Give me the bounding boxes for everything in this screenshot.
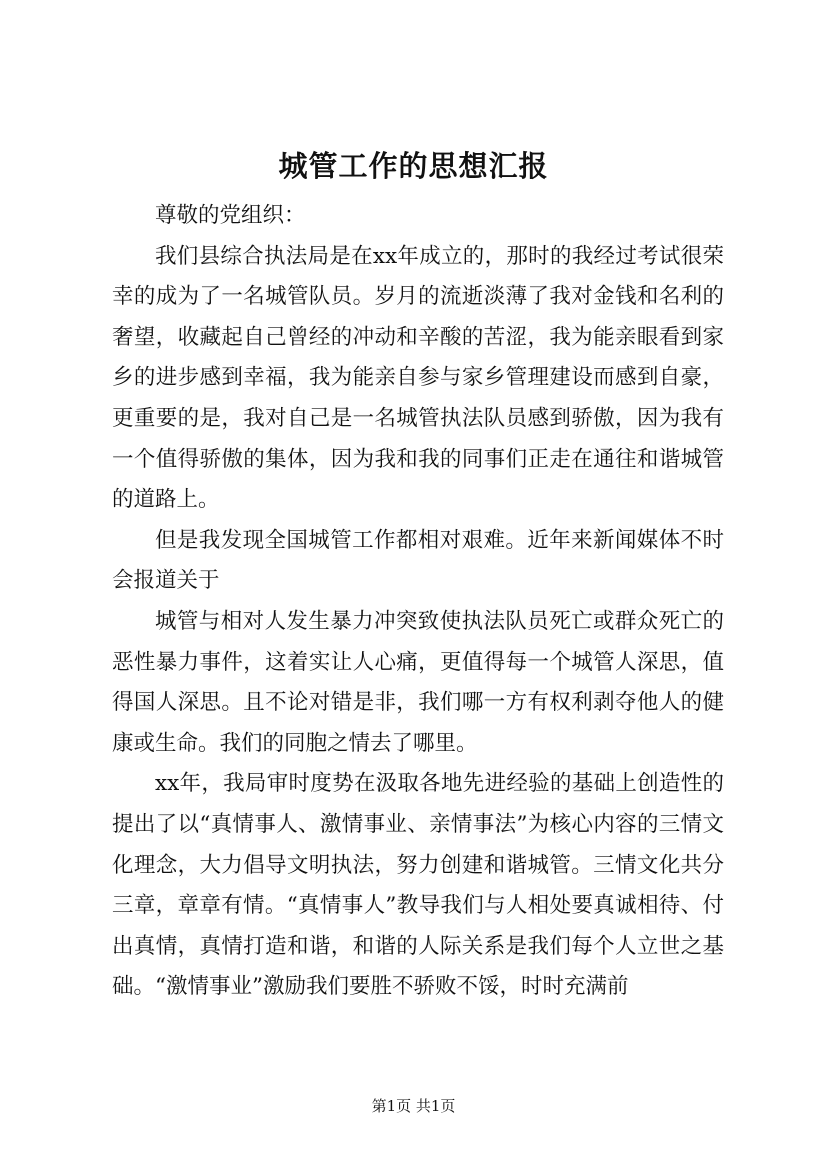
document-body [112,196,724,1008]
document-title: 城管工作的思想汇报 [278,149,549,183]
paragraph-1: 我们县综合执法局是在xx年成立的，那时的我经过考试很荣幸的成为了一名城管队员。岁月的流逝淡薄了我对金钱和名利的奢望，收藏起自己曾经的冲动和辛酸的苦涩，我为能亲眼看到家乡的进步感到幸福，我为能亲自参与家乡管理建设而感到自豪，更重要的是，我对自己是一名城管执法队员感到骄傲，因为我有一个值得骄傲的集体，因为我和我的同事们正走在通往和谐城管的道路上。 [112,243,724,513]
page-number-footer: 第1页 共1页 [371,1097,456,1115]
paragraph-4: xx年，我局审时度势在汲取各地先进经验的基础上创造性的提出了以“真情事人、激情事业、亲情事法”为核心内容的三情文化理念，大力倡导文明执法，努力创建和谐城管。三情文化共分三章，章章有情。“真情事人”教导我们与人相处要真诚相待、付出真情，真情打造和谐，和谐的人际关系是我们每个人立世之基础。“激情事业”激励我们要胜不骄败不馁，时时充满前 [112,771,724,1000]
paragraph-3: 城管与相对人发生暴力冲突致使执法队员死亡或群众死亡的恶性暴力事件，这着实让人心痛，更值得每一个城管人深思，值得国人深思。且不论对错是非，我们哪一方有权利剥夺他人的健康或生命。我们的同胞之情去了哪里。 [112,608,724,756]
greeting-line: 尊敬的党组织： [155,203,306,228]
paragraph-2: 但是我发现全国城管工作都相对艰难。近年来新闻媒体不时会报道关于 [112,527,724,594]
